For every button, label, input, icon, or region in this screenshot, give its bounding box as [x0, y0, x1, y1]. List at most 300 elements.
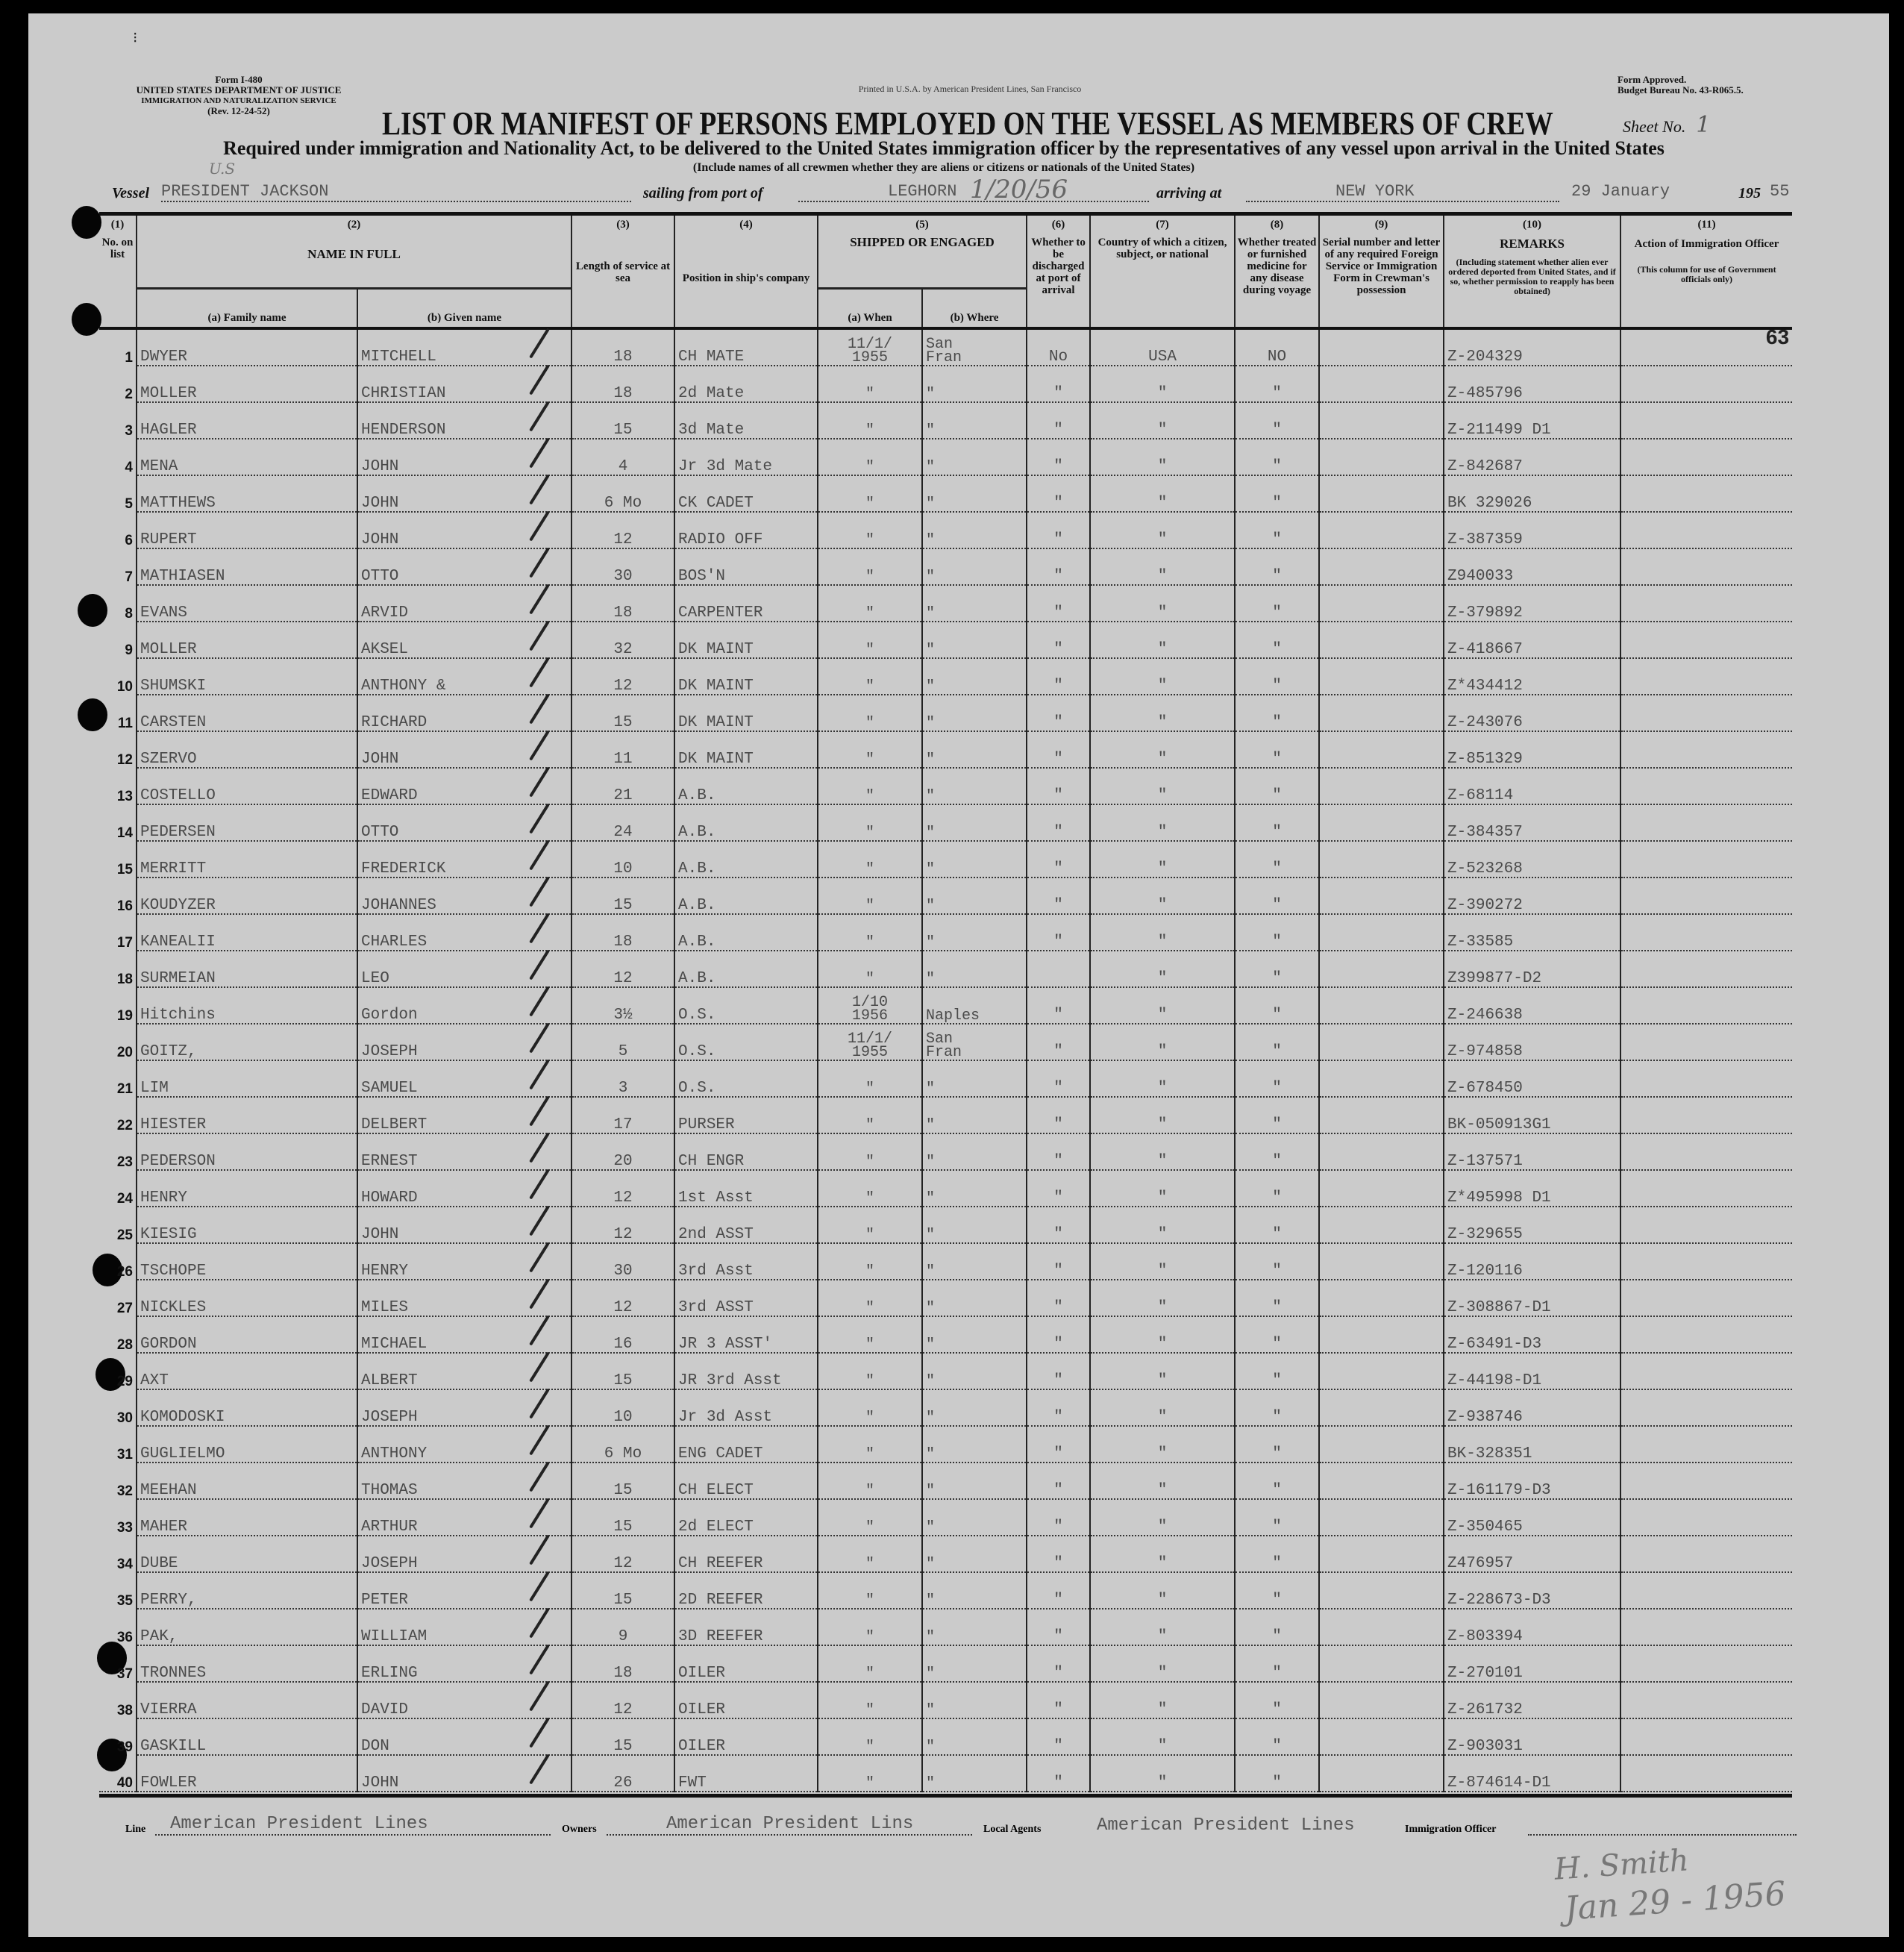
position-text: CH ENGR	[678, 1152, 745, 1170]
row-number	[99, 1280, 137, 1316]
length-of-service	[571, 1316, 674, 1353]
serial-number	[1319, 366, 1444, 402]
country-text: "	[1157, 969, 1168, 987]
medicine-treated	[1235, 878, 1319, 914]
shipped-where	[922, 841, 1027, 878]
check-mark-icon	[529, 547, 550, 578]
row-number-text: 3	[125, 422, 133, 439]
remarks	[1444, 475, 1620, 512]
given-name-text: CHRISTIAN	[361, 384, 446, 402]
check-mark-icon	[529, 1680, 550, 1711]
family-name	[137, 1353, 357, 1389]
family-name	[137, 695, 357, 731]
remarks-text: Z399877-D2	[1447, 969, 1542, 987]
printed-by: Printed in U.S.A. by American President Lines, San Francisco	[858, 84, 1082, 94]
table-row	[99, 731, 1792, 768]
row-number	[99, 439, 137, 475]
medicine-treated	[1235, 475, 1319, 512]
position-text: CH MATE	[678, 348, 745, 366]
position-text: 2d Mate	[678, 384, 745, 402]
check-mark-icon	[529, 1022, 550, 1053]
length-of-service-text: 24	[613, 823, 633, 841]
country	[1090, 1755, 1235, 1792]
length-of-service	[571, 366, 674, 402]
to-be-discharged	[1027, 548, 1090, 585]
family-name	[137, 366, 357, 402]
shipped-where	[922, 1316, 1027, 1353]
service: IMMIGRATION AND NATURALIZATION SERVICE	[141, 96, 336, 105]
medicine-treated	[1235, 439, 1319, 475]
to-be-discharged-text: "	[1053, 1298, 1063, 1316]
row-number	[99, 1389, 137, 1426]
length-of-service-text: 12	[613, 1701, 633, 1718]
shipped-when	[818, 878, 922, 914]
remarks-text: Z-903031	[1447, 1737, 1523, 1755]
remarks	[1444, 1060, 1620, 1097]
shipped-where	[922, 1170, 1027, 1207]
row-number-text: 10	[116, 678, 133, 695]
length-of-service	[571, 1645, 674, 1682]
family-name-text: NICKLES	[140, 1298, 207, 1316]
check-mark-icon	[529, 1205, 550, 1236]
length-of-service	[571, 1718, 674, 1755]
given-name	[357, 1645, 571, 1682]
row-number	[99, 1060, 137, 1097]
immigration-officer-label: Immigration Officer	[1405, 1824, 1497, 1835]
vessel-annotation: U.S	[209, 160, 236, 178]
to-be-discharged-text: "	[1053, 1518, 1063, 1536]
country-text: "	[1157, 1335, 1168, 1353]
family-name-text: CARSTEN	[140, 713, 207, 731]
voyage-line	[112, 175, 1798, 207]
given-name-text: JOSEPH	[361, 1408, 418, 1426]
given-name-text: HENDERSON	[361, 421, 446, 439]
to-be-discharged	[1027, 878, 1090, 914]
medicine-treated-text: "	[1272, 823, 1282, 841]
shipped-where-text: "	[926, 1409, 936, 1427]
country	[1090, 548, 1235, 585]
row-number	[99, 1316, 137, 1353]
remarks-text: Z-485796	[1447, 384, 1523, 402]
table-row	[99, 951, 1792, 987]
to-be-discharged	[1027, 328, 1090, 366]
shipped-when	[818, 475, 922, 512]
to-be-discharged-text: "	[1053, 1079, 1063, 1097]
to-be-discharged-text: "	[1053, 1774, 1063, 1792]
remarks-text: Z-63491-D3	[1447, 1335, 1542, 1353]
medicine-treated-text: "	[1272, 1298, 1282, 1316]
length-of-service	[571, 1243, 674, 1280]
vessel-label: Vessel	[112, 185, 149, 201]
shipped-where-text: "	[926, 1263, 936, 1280]
medicine-treated-text: "	[1272, 1116, 1282, 1133]
to-be-discharged-text: "	[1053, 1116, 1063, 1133]
remarks	[1444, 1316, 1620, 1353]
length-of-service	[571, 548, 674, 585]
shipped-where	[922, 1207, 1027, 1243]
family-name-text: TSCHOPE	[140, 1262, 207, 1280]
serial-number	[1319, 1499, 1444, 1536]
row-number-text: 28	[116, 1336, 133, 1353]
row-number-text: 31	[116, 1446, 133, 1463]
to-be-discharged-text: "	[1053, 384, 1063, 402]
given-name	[357, 1280, 571, 1316]
country	[1090, 1316, 1235, 1353]
shipped-where-text: "	[926, 933, 936, 951]
position	[674, 951, 818, 987]
row-number-text: 22	[116, 1117, 133, 1133]
length-of-service	[571, 1609, 674, 1645]
remarks	[1444, 1645, 1620, 1682]
table-row	[99, 366, 1792, 402]
row-number	[99, 841, 137, 878]
shipped-where-text: "	[926, 1555, 936, 1573]
family-name-text: TRONNES	[140, 1664, 207, 1682]
country-text: "	[1157, 1262, 1168, 1280]
remarks-text: Z-161179-D3	[1447, 1481, 1551, 1499]
country	[1090, 1572, 1235, 1609]
shipped-when-text: "	[865, 1738, 875, 1756]
arrival-date: 29 January	[1571, 182, 1670, 201]
country	[1090, 402, 1235, 439]
family-name-text: MAHER	[140, 1518, 188, 1536]
remarks	[1444, 1463, 1620, 1499]
to-be-discharged	[1027, 1645, 1090, 1682]
shipped-where	[922, 512, 1027, 548]
shipped-when	[818, 1389, 922, 1426]
country-text: "	[1157, 1408, 1168, 1426]
to-be-discharged-text: "	[1053, 1006, 1063, 1024]
shipped-when-text: "	[865, 678, 875, 695]
to-be-discharged	[1027, 1170, 1090, 1207]
shipped-where-text: "	[926, 860, 936, 878]
row-number-text: 7	[125, 569, 133, 585]
length-of-service	[571, 1353, 674, 1389]
given-name	[357, 1536, 571, 1572]
position-text: Jr 3d Mate	[678, 457, 773, 475]
col-header-position: (4) Position in ship's company	[674, 214, 818, 328]
country-text: "	[1157, 1225, 1168, 1243]
shipped-when-text: "	[865, 1555, 875, 1573]
table-row	[99, 1280, 1792, 1316]
country	[1090, 951, 1235, 987]
table-row	[99, 1097, 1792, 1133]
medicine-treated	[1235, 1463, 1319, 1499]
check-mark-icon	[529, 437, 550, 468]
sailing-label: sailing from port of	[643, 185, 763, 201]
given-name-text: ARTHUR	[361, 1518, 418, 1536]
to-be-discharged-text: "	[1053, 640, 1063, 658]
given-name-text: JOHN	[361, 531, 399, 548]
check-mark-icon	[529, 949, 550, 980]
shipped-where-text: "	[926, 531, 936, 549]
country	[1090, 1353, 1235, 1389]
shipped-where-text: "	[926, 678, 936, 695]
length-of-service	[571, 1572, 674, 1609]
remarks-text: Z-974858	[1447, 1042, 1523, 1060]
shipped-where	[922, 328, 1027, 366]
shipped-when	[818, 1207, 922, 1243]
serial-number	[1319, 1426, 1444, 1463]
shipped-where	[922, 804, 1027, 841]
country	[1090, 1426, 1235, 1463]
shipped-where-text: "	[926, 714, 936, 732]
serial-number	[1319, 1280, 1444, 1316]
medicine-treated-text: "	[1272, 786, 1282, 804]
remarks	[1444, 1170, 1620, 1207]
col-header-country: (7) Country of which a citizen, subject, or national	[1090, 214, 1235, 328]
shipped-when-text: "	[865, 1299, 875, 1317]
position	[674, 1243, 818, 1280]
to-be-discharged	[1027, 1426, 1090, 1463]
check-mark-icon	[529, 1095, 550, 1126]
family-name-text: KOMODOSKI	[140, 1408, 225, 1426]
serial-number	[1319, 585, 1444, 622]
given-name-text: RICHARD	[361, 713, 428, 731]
shipped-where	[922, 1755, 1027, 1792]
shipped-when-text: "	[865, 714, 875, 732]
position	[674, 1353, 818, 1389]
row-number-text: 8	[125, 605, 133, 622]
remarks	[1444, 878, 1620, 914]
given-name	[357, 1426, 571, 1463]
position	[674, 328, 818, 366]
medicine-treated	[1235, 841, 1319, 878]
medicine-treated-text: "	[1272, 384, 1282, 402]
to-be-discharged	[1027, 1572, 1090, 1609]
remarks	[1444, 585, 1620, 622]
budget-number: Budget Bureau No. 43-R065.5.	[1618, 84, 1744, 96]
row-number-text: 11	[117, 715, 133, 731]
position	[674, 1499, 818, 1536]
shipped-where	[922, 622, 1027, 658]
check-mark-icon	[529, 510, 550, 541]
position	[674, 1609, 818, 1645]
family-name-text: SURMEIAN	[140, 969, 216, 987]
crew-rows	[99, 325, 1792, 1792]
to-be-discharged	[1027, 1133, 1090, 1170]
immigration-action	[1620, 1097, 1792, 1133]
row-number	[99, 987, 137, 1024]
sheet-value: 1	[1696, 112, 1711, 138]
serial-number	[1319, 1682, 1444, 1718]
remarks-text: BK-328351	[1447, 1445, 1532, 1463]
shipped-when	[818, 987, 922, 1024]
remarks-text: Z*434412	[1447, 677, 1523, 695]
given-name-text: EDWARD	[361, 786, 418, 804]
row-number-text: 19	[116, 1007, 133, 1024]
length-of-service-text: 12	[613, 1298, 633, 1316]
family-name	[137, 439, 357, 475]
check-mark-icon	[529, 1644, 550, 1674]
medicine-treated-text: "	[1272, 860, 1282, 878]
given-name	[357, 695, 571, 731]
vessel-name: PRESIDENT JACKSON	[161, 182, 631, 202]
length-of-service-text: 18	[613, 1664, 633, 1682]
serial-number	[1319, 1572, 1444, 1609]
position	[674, 1718, 818, 1755]
line-value: American President Lines	[155, 1814, 551, 1836]
position-text: CH ELECT	[678, 1481, 754, 1499]
shipped-where-text: "	[926, 641, 936, 659]
length-of-service-text: 4	[618, 457, 628, 475]
shipped-when-text: "	[865, 1336, 875, 1354]
row-number	[99, 1682, 137, 1718]
shipped-when	[818, 658, 922, 695]
family-name	[137, 1609, 357, 1645]
to-be-discharged-text: "	[1053, 750, 1063, 768]
serial-number	[1319, 804, 1444, 841]
shipped-when-text: "	[865, 824, 875, 842]
to-be-discharged	[1027, 622, 1090, 658]
shipped-when	[818, 1682, 922, 1718]
length-of-service	[571, 1280, 674, 1316]
position-text: 3d Mate	[678, 421, 745, 439]
shipped-when	[818, 1755, 922, 1792]
given-name	[357, 1499, 571, 1536]
shipped-where	[922, 1133, 1027, 1170]
family-name	[137, 1755, 357, 1792]
shipped-where-text: "	[926, 1701, 936, 1719]
given-name-text: MITCHELL	[361, 348, 436, 366]
serial-number	[1319, 1133, 1444, 1170]
shipped-where	[922, 585, 1027, 622]
medicine-treated	[1235, 512, 1319, 548]
serial-number	[1319, 402, 1444, 439]
length-of-service-text: 12	[613, 531, 633, 548]
given-name	[357, 585, 571, 622]
to-be-discharged	[1027, 1682, 1090, 1718]
shipped-where-text: "	[926, 1372, 936, 1390]
to-be-discharged	[1027, 1718, 1090, 1755]
serial-number	[1319, 768, 1444, 804]
shipped-where	[922, 439, 1027, 475]
remarks-text: Z-387359	[1447, 531, 1523, 548]
include-note: (Include names of all crewmen whether they are aliens or citizens or nationals of the United States)	[692, 161, 1195, 174]
position	[674, 841, 818, 878]
length-of-service	[571, 1060, 674, 1097]
given-name	[357, 1353, 571, 1389]
remarks	[1444, 1389, 1620, 1426]
row-number	[99, 1024, 137, 1060]
country-text: "	[1157, 896, 1168, 914]
check-mark-icon	[529, 876, 550, 907]
position-text: CH REEFER	[678, 1554, 763, 1572]
position-text: DK MAINT	[678, 677, 754, 695]
immigration-action	[1620, 951, 1792, 987]
position-text: A.B.	[678, 933, 716, 951]
family-name	[137, 475, 357, 512]
length-of-service-text: 12	[613, 1225, 633, 1243]
to-be-discharged	[1027, 512, 1090, 548]
shipped-when-text: "	[865, 1409, 875, 1427]
sailing-port: LEGHORN	[798, 182, 1149, 202]
check-mark-icon	[529, 1132, 550, 1163]
position-text: OILER	[678, 1701, 726, 1718]
family-name	[137, 512, 357, 548]
row-number-text: 2	[125, 386, 133, 402]
country	[1090, 1718, 1235, 1755]
family-name	[137, 878, 357, 914]
to-be-discharged	[1027, 1060, 1090, 1097]
family-name-text: DWYER	[140, 348, 188, 366]
col-header-where: (b) Where	[922, 289, 1027, 328]
to-be-discharged-text: "	[1053, 860, 1063, 878]
family-name	[137, 1243, 357, 1280]
length-of-service-text: 6 Mo	[604, 494, 642, 512]
family-name-text: EVANS	[140, 604, 188, 622]
check-mark-icon	[529, 1534, 550, 1565]
serial-number	[1319, 1645, 1444, 1682]
table-row	[99, 914, 1792, 951]
serial-number	[1319, 841, 1444, 878]
medicine-treated	[1235, 1536, 1319, 1572]
given-name	[357, 439, 571, 475]
remarks	[1444, 366, 1620, 402]
position	[674, 1316, 818, 1353]
immigration-action	[1620, 841, 1792, 878]
remarks-text: Z-329655	[1447, 1225, 1523, 1243]
immigration-action	[1620, 987, 1792, 1024]
to-be-discharged	[1027, 1536, 1090, 1572]
row-number-text: 26	[116, 1263, 133, 1280]
immigration-action	[1620, 475, 1792, 512]
to-be-discharged	[1027, 1316, 1090, 1353]
row-number	[99, 622, 137, 658]
shipped-where-text: "	[926, 1518, 936, 1536]
given-name-text: JOHN	[361, 1225, 399, 1243]
table-row	[99, 1536, 1792, 1572]
remarks-text: Z-137571	[1447, 1152, 1523, 1170]
given-name-text: AKSEL	[361, 640, 409, 658]
family-name-text: HENRY	[140, 1189, 188, 1207]
table-row	[99, 1389, 1792, 1426]
arriving-label: arriving at	[1156, 185, 1222, 201]
serial-number	[1319, 1353, 1444, 1389]
shipped-when	[818, 366, 922, 402]
length-of-service	[571, 1682, 674, 1718]
check-mark-icon	[529, 1388, 550, 1418]
shipped-where	[922, 1426, 1027, 1463]
remarks	[1444, 987, 1620, 1024]
given-name-text: DAVID	[361, 1701, 409, 1718]
country-text: "	[1157, 933, 1168, 951]
check-mark-icon	[529, 584, 550, 614]
remarks-text: BK 329026	[1447, 494, 1532, 512]
row-number-text: 12	[116, 751, 133, 768]
medicine-treated	[1235, 1499, 1319, 1536]
length-of-service-text: 18	[613, 384, 633, 402]
immigration-action	[1620, 512, 1792, 548]
row-number-text: 27	[116, 1300, 133, 1316]
medicine-treated-text: "	[1272, 494, 1282, 512]
position	[674, 987, 818, 1024]
position-text: JR 3 ASST'	[678, 1335, 773, 1353]
table-row	[99, 548, 1792, 585]
remarks-text: Z-842687	[1447, 457, 1523, 475]
shipped-when	[818, 1280, 922, 1316]
medicine-treated-text: "	[1272, 1079, 1282, 1097]
remarks	[1444, 439, 1620, 475]
family-name	[137, 1682, 357, 1718]
serial-number	[1319, 1170, 1444, 1207]
row-number-text: 40	[116, 1774, 133, 1791]
shipped-where	[922, 878, 1027, 914]
shipped-where	[922, 1536, 1027, 1572]
position	[674, 475, 818, 512]
shipped-where-text: "	[926, 824, 936, 842]
medicine-treated-text: "	[1272, 1371, 1282, 1389]
